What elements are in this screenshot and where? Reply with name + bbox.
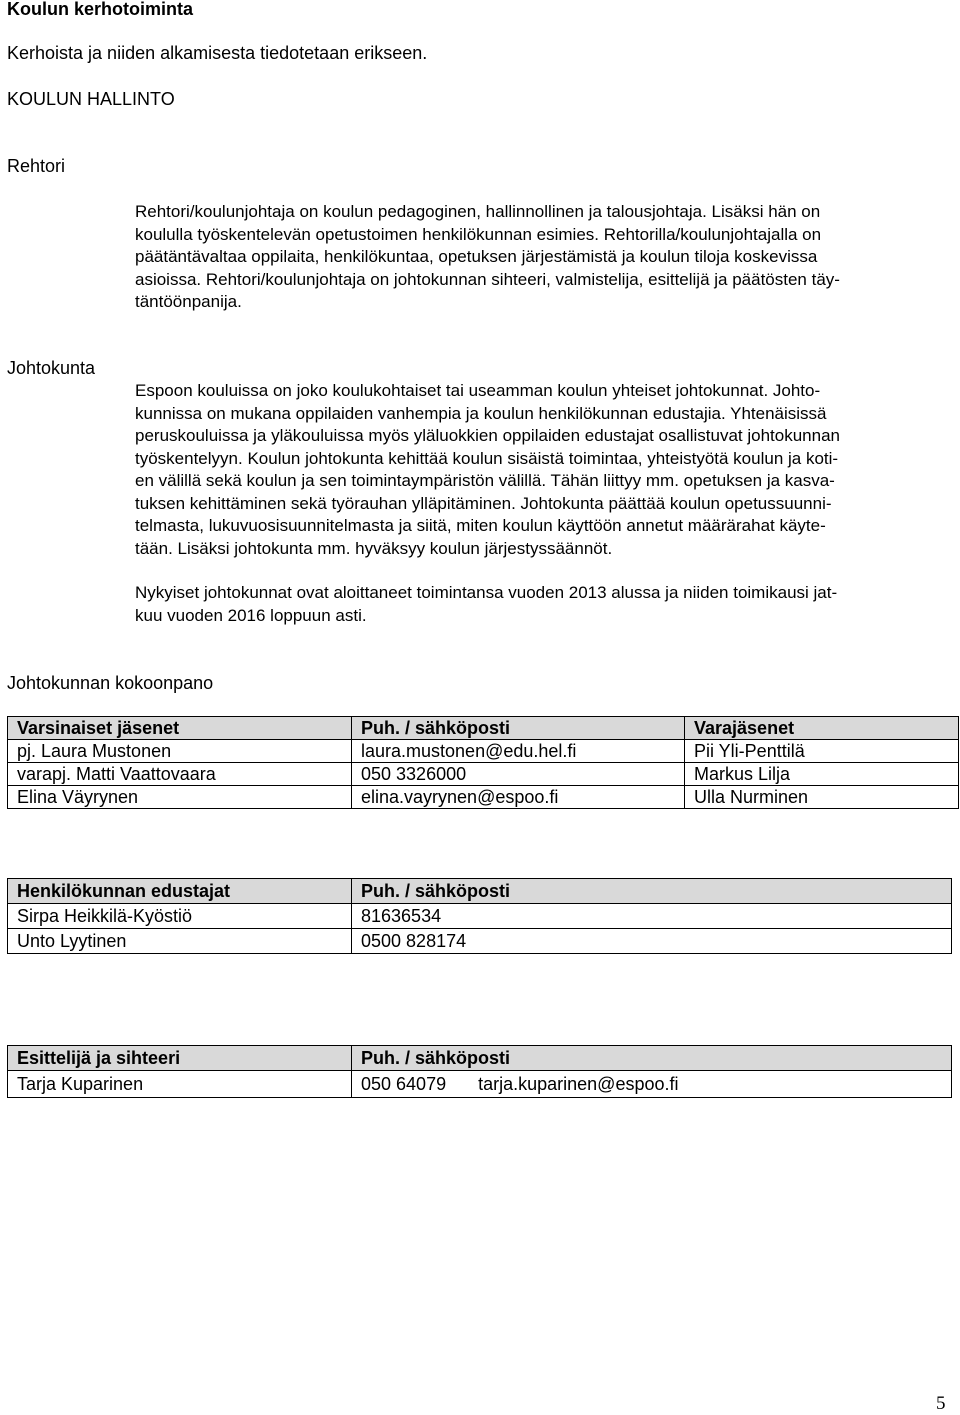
email-text: tarja.kuparinen@espoo.fi (478, 1074, 679, 1094)
rehtori-line: täntöönpanija. (135, 292, 242, 311)
johtokunta-line: Espoon kouluissa on joko koulukohtaiset tai useamman koulun yhteiset johtokunnat. Johto- (135, 381, 821, 400)
header-cell: Puh. / sähköposti (352, 717, 685, 740)
header-cell: Puh. / sähköposti (352, 879, 952, 904)
kerho-text: Kerhoista ja niiden alkamisesta tiedotetaan erikseen. (7, 43, 428, 63)
nykyiset-line: kuu vuoden 2016 loppuun asti. (135, 605, 367, 625)
table-row (8, 740, 959, 763)
contact-cell (352, 1071, 952, 1098)
rehtori-line: Rehtori/koulunjohtaja on koulun pedagoginen, hallinnollinen ja talousjohtaja. Lisäksi hän on (135, 202, 821, 221)
table-cell: Sirpa Heikkilä-Kyöstiö (8, 904, 352, 929)
section-heading-johtokunta: Johtokunta (7, 358, 96, 378)
section-heading-kokoonpano: Johtokunnan kokoonpano (7, 673, 214, 693)
section-heading-kerhotoiminta: Koulun kerhotoiminta (7, 0, 193, 19)
rehtori-line: päätäntävaltaa oppilaita, henkilökuntaa, opetuksen järjestämistä ja koulun tiloja koskevissa (135, 247, 818, 266)
page-number: 5 (936, 1393, 946, 1414)
table-cell: elina.vayrynen@espoo.fi (352, 786, 685, 809)
table-cell: varapj. Matti Vaattovaara (8, 763, 352, 786)
rehtori-line: koululla työskentelevän opetustoimen henkilökunnan esimies. Rehtorilla/koulunjohtajalla on (135, 224, 822, 244)
table-cell: Pii Yli-Penttilä (685, 740, 959, 763)
section-heading-hallinto: KOULUN HALLINTO (7, 89, 175, 109)
table-row (8, 1071, 952, 1098)
table-header-row (8, 879, 952, 904)
header-cell: Henkilökunnan edustajat (8, 879, 352, 904)
johtokunta-line: kunnissa on mukana oppilaiden vanhempia ja koulun henkilökunnan edustajia. Yhtenäisissä (135, 403, 827, 423)
table-row (8, 763, 959, 786)
table-cell: Elina Väyrynen (8, 786, 352, 809)
nykyiset-paragraph (135, 582, 837, 627)
phone-text: 050 64079 (361, 1074, 447, 1094)
table-row (8, 904, 952, 929)
rehtori-paragraph (135, 201, 840, 314)
table-cell: 050 3326000 (352, 763, 685, 786)
johtokunta-line: tuksen kehittäminen sekä työrauhan ylläpitäminen. Johtokunta päättää koulun opetussuunni- (135, 493, 832, 513)
nykyiset-line: Nykyiset johtokunnat ovat aloittaneet toimintansa vuoden 2013 alussa ja niiden toimikausi jat- (135, 583, 838, 602)
table-header-row (8, 1046, 952, 1071)
table-row (8, 786, 959, 809)
table-cell: Unto Lyytinen (8, 929, 352, 954)
header-cell: Varajäsenet (685, 717, 959, 740)
table-row (8, 929, 952, 954)
johtokunta-line: työskentelyyn. Koulun johtokunta kehittää koulun sisäistä toimintaa, yhteistyötä koulun ja koti- (135, 448, 839, 468)
johtokunta-line: peruskouluissa ja yläkouluissa myös yläluokkien oppilaiden edustajat osallistuvat johtokunnan (135, 426, 840, 445)
table-cell: Markus Lilja (685, 763, 959, 786)
header-cell: Varsinaiset jäsenet (8, 717, 352, 740)
section-heading-rehtori: Rehtori (7, 156, 66, 176)
header-cell: Puh. / sähköposti (352, 1046, 952, 1071)
table-header-row (8, 717, 959, 740)
johtokunta-line: telmasta, lukuvuosisuunnitelmasta ja siitä, miten koulun käyttöön annetut määrärahat käyte- (135, 516, 826, 535)
members-table (7, 716, 959, 809)
table-cell: Ulla Nurminen (685, 786, 959, 809)
table-cell: 81636534 (352, 904, 952, 929)
johtokunta-line: tään. Lisäksi johtokunta mm. hyväksyy koulun järjestyssäännöt. (135, 538, 613, 558)
johtokunta-line: en välillä sekä koulun ja sen toimintaympäristön välillä. Tähän liittyy mm. opetuksen ja kasva- (135, 471, 835, 490)
header-cell: Esittelijä ja sihteeri (8, 1046, 352, 1071)
table-cell: Tarja Kuparinen (8, 1071, 352, 1098)
table-cell: laura.mustonen@edu.hel.fi (352, 740, 685, 763)
secretary-table (7, 1045, 952, 1098)
johtokunta-paragraph (135, 380, 840, 560)
rehtori-line: asioissa. Rehtori/koulunjohtaja on johtokunnan sihteeri, valmistelija, esittelijä ja päätösten täy- (135, 269, 840, 289)
table-cell: pj. Laura Mustonen (8, 740, 352, 763)
table-cell: 0500 828174 (352, 929, 952, 954)
staff-table (7, 878, 952, 954)
